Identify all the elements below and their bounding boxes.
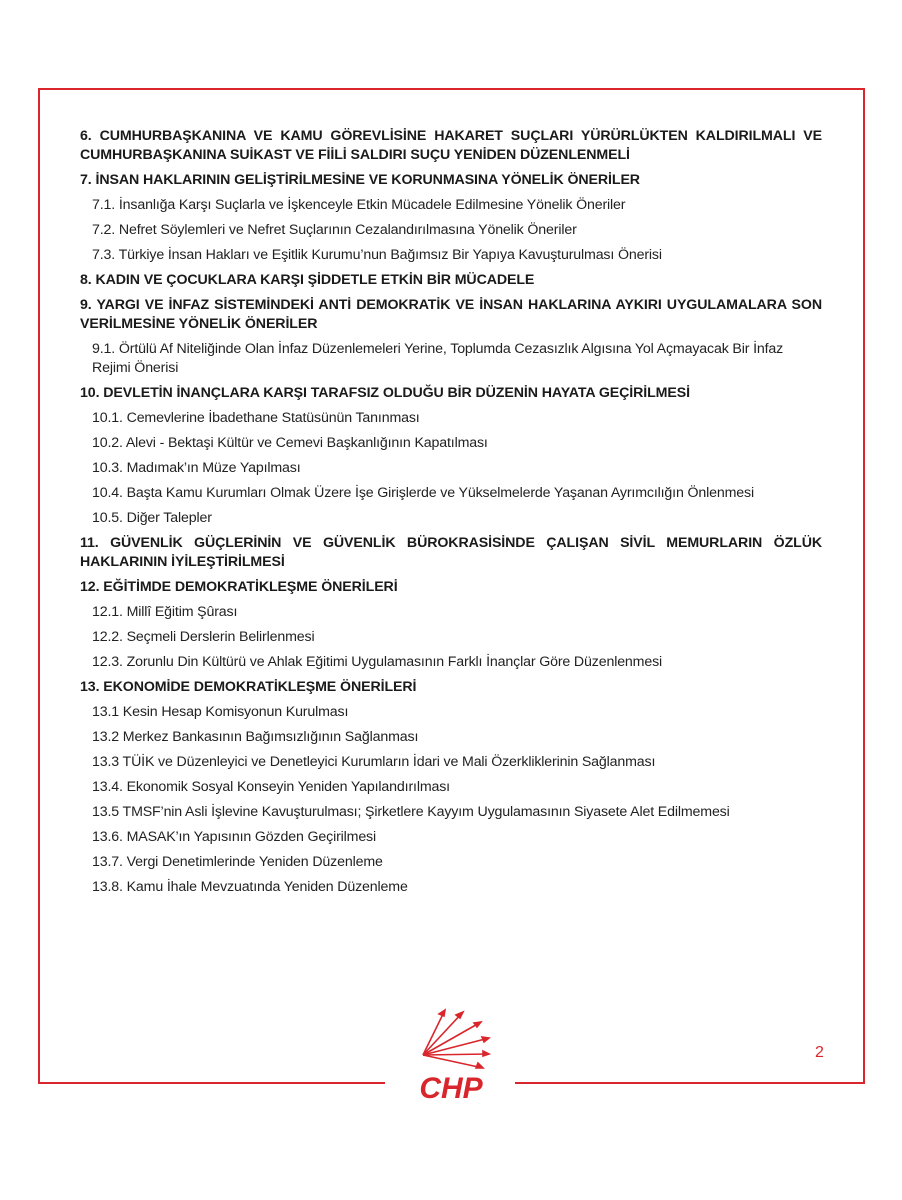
logo-text: CHP <box>419 1072 483 1105</box>
toc-item-9-1: 9.1. Örtülü Af Niteliğinde Olan İnfaz Düzenlemeleri Yerine, Toplumda Cezasızlık Algısına Yol Açmayacak Bir İnfaz Rejimi Önerisi <box>92 341 784 376</box>
toc-item-10-1: 10.1. Cemevlerine İbadethane Statüsünün Tanınması <box>92 410 420 426</box>
table-of-contents <box>80 127 822 903</box>
toc-item-13-6: 13.6. MASAK’ın Yapısının Gözden Geçirilmesi <box>92 829 377 845</box>
toc-item-13-2: 13.2 Merkez Bankasının Bağımsızlığının Sağlanması <box>92 729 419 745</box>
toc-item-10-4: 10.4. Başta Kamu Kurumları Olmak Üzere İşe Girişlerde ve Yükselmelerde Yaşanan Ayrımcılığın Önlenmesi <box>92 485 754 501</box>
toc-item-13-8: 13.8. Kamu İhale Mevzuatında Yeniden Düzenleme <box>92 879 408 895</box>
toc-section-6: 6. CUMHURBAŞKANINA VE KAMU GÖREVLİSİNE HAKARET SUÇLARI YÜRÜRLÜKTEN KALDIRILMALI VE CUMHURBAŞKANINA SUİKAST VE FİİLİ SALDIRI SUÇU YENİDEN DÜZENLENMELİ <box>80 128 822 163</box>
six-arrows-icon <box>423 1010 489 1068</box>
toc-section-12: 12. EĞİTİMDE DEMOKRATİKLEŞME ÖNERİLERİ <box>80 579 398 595</box>
toc-section-7: 7. İNSAN HAKLARININ GELİŞTİRİLMESİNE VE KORUNMASINA YÖNELİK ÖNERİLER <box>80 172 640 188</box>
toc-item-13-4: 13.4. Ekonomik Sosyal Konseyin Yeniden Yapılandırılması <box>92 779 450 795</box>
toc-section-10: 10. DEVLETİN İNANÇLARA KARŞI TARAFSIZ OLDUĞU BİR DÜZENİN HAYATA GEÇİRİLMESİ <box>80 385 690 401</box>
toc-section-8: 8. KADIN VE ÇOCUKLARA KARŞI ŞİDDETLE ETKİN BİR MÜCADELE <box>80 272 535 288</box>
toc-item-7-3: 7.3. Türkiye İnsan Hakları ve Eşitlik Kurumu’nun Bağımsız Bir Yapıya Kavuşturulması Önerisi <box>92 247 662 263</box>
chp-logo <box>405 1000 497 1105</box>
toc-section-9: 9. YARGI VE İNFAZ SİSTEMİNDEKİ ANTİ DEMOKRATİK VE İNSAN HAKLARINA AYKIRI UYGULAMALARA SON VERİLMESİNE YÖNELİK ÖNERİLER <box>80 297 822 332</box>
toc-item-7-2: 7.2. Nefret Söylemleri ve Nefret Suçlarının Cezalandırılmasına Yönelik Öneriler <box>92 222 577 238</box>
toc-item-10-3: 10.3. Madımak’ın Müze Yapılması <box>92 460 301 476</box>
toc-section-13: 13. EKONOMİDE DEMOKRATİKLEŞME ÖNERİLERİ <box>80 679 417 695</box>
toc-item-12-1: 12.1. Millî Eğitim Şûrası <box>92 604 238 620</box>
toc-item-13-5: 13.5 TMSF’nin Asli İşlevine Kavuşturulması; Şirketlere Kayyım Uygulamasının Siyasete Alet Edilmemesi <box>92 804 730 820</box>
toc-item-13-1: 13.1 Kesin Hesap Komisyonun Kurulması <box>92 704 349 720</box>
toc-item-13-3: 13.3 TÜİK ve Düzenleyici ve Denetleyici Kurumların İdari ve Mali Özerkliklerinin Sağlanması <box>92 754 656 770</box>
toc-item-10-5: 10.5. Diğer Talepler <box>92 510 212 526</box>
toc-item-10-2: 10.2. Alevi - Bektaşi Kültür ve Cemevi Başkanlığının Kapatılması <box>92 435 488 451</box>
toc-item-12-2: 12.2. Seçmeli Derslerin Belirlenmesi <box>92 629 315 645</box>
page-number: 2 <box>815 1044 824 1061</box>
toc-item-7-1: 7.1. İnsanlığa Karşı Suçlarla ve İşkenceyle Etkin Mücadele Edilmesine Yönelik Öneriler <box>92 197 626 213</box>
toc-item-13-7: 13.7. Vergi Denetimlerinde Yeniden Düzenleme <box>92 854 383 870</box>
toc-section-11: 11. GÜVENLİK GÜÇLERİNİN VE GÜVENLİK BÜROKRASİSİNDE ÇALIŞAN SİVİL MEMURLARIN ÖZLÜK HAKLARININ İYİLEŞTİRİLMESİ <box>80 535 822 570</box>
toc-item-12-3: 12.3. Zorunlu Din Kültürü ve Ahlak Eğitimi Uygulamasının Farklı İnançlar Göre Düzenlenmesi <box>92 654 663 670</box>
